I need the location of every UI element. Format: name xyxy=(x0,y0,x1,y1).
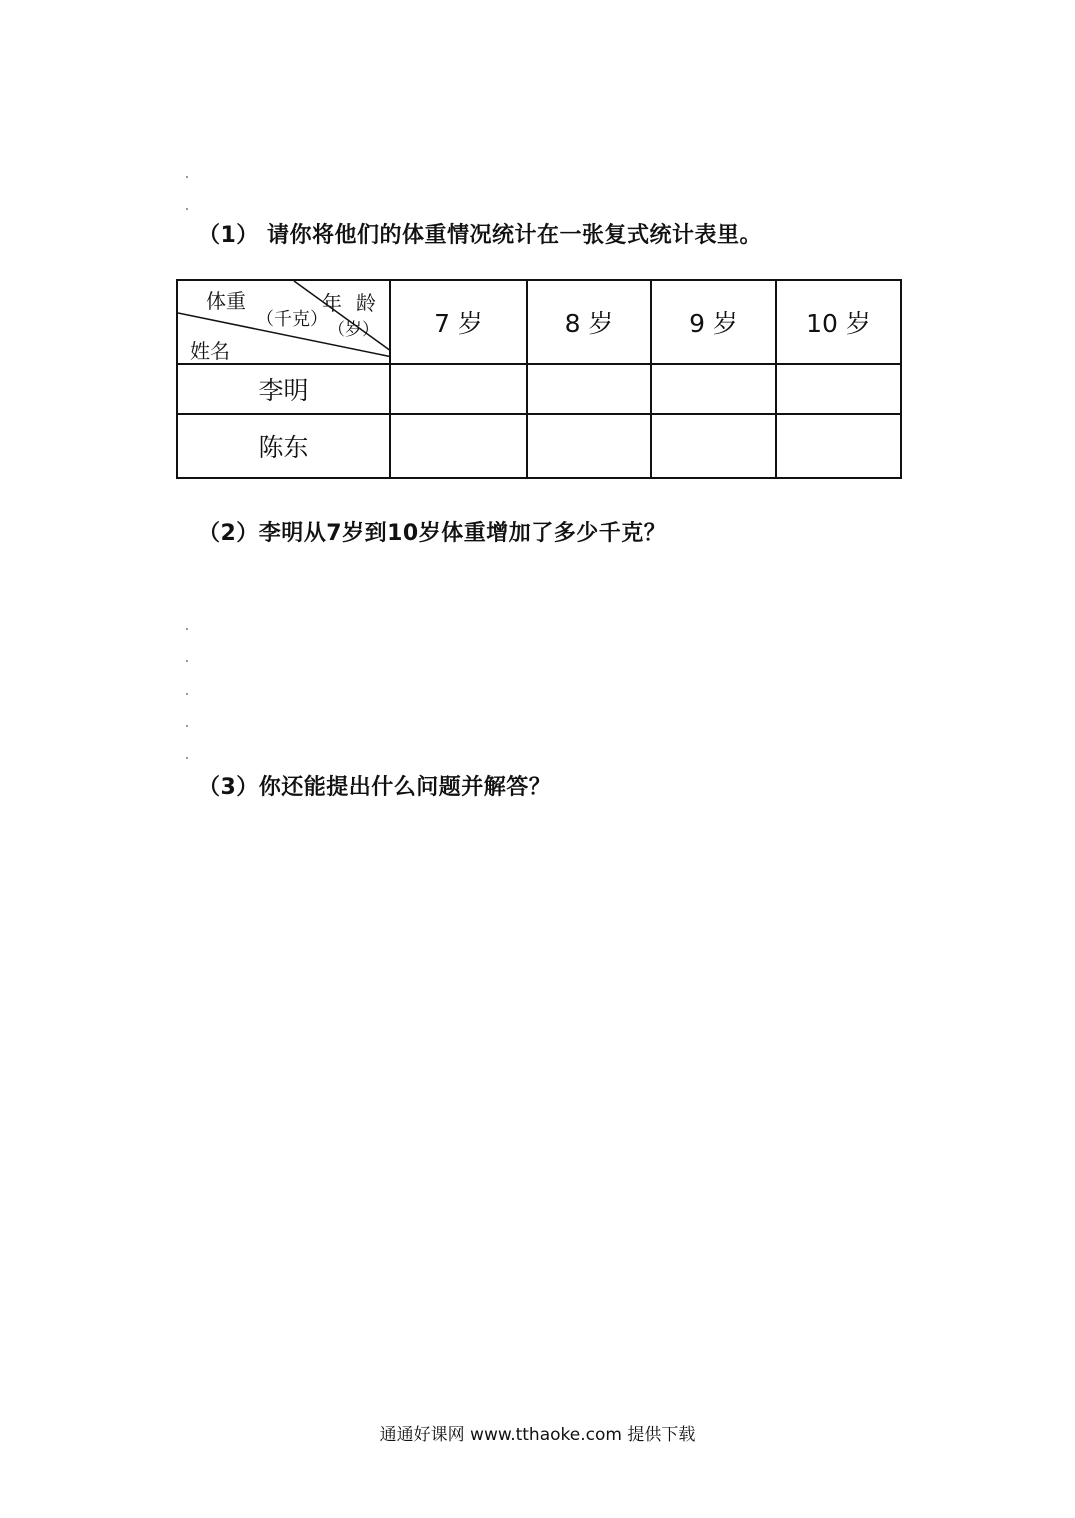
margin-mark xyxy=(186,757,188,759)
data-cell[interactable] xyxy=(527,414,651,478)
data-cell[interactable] xyxy=(390,414,527,478)
column-header: 8 岁 xyxy=(527,280,651,364)
corner-weight-unit: （千克） xyxy=(256,309,328,330)
row-name-cell: 李明 xyxy=(177,364,390,414)
margin-mark xyxy=(186,725,188,727)
margin-mark xyxy=(186,693,188,695)
question-2: （2）李明从7岁到10岁体重增加了多少千克？ xyxy=(198,521,667,546)
row-name-cell: 陈东 xyxy=(177,414,390,478)
margin-mark xyxy=(186,660,188,662)
question-1: （1） 请你将他们的体重情况统计在一张复式统计表里。 xyxy=(198,223,762,248)
data-cell[interactable] xyxy=(527,364,651,414)
margin-mark xyxy=(186,208,188,210)
data-cell[interactable] xyxy=(651,414,776,478)
data-cell[interactable] xyxy=(776,414,901,478)
corner-header-cell xyxy=(177,280,390,364)
margin-mark xyxy=(186,628,188,630)
corner-weight-label: 体重 xyxy=(206,289,246,313)
column-header: 9 岁 xyxy=(651,280,776,364)
corner-name-label: 姓名 xyxy=(190,339,230,363)
table-row xyxy=(177,414,901,478)
margin-mark xyxy=(186,176,188,178)
data-cell[interactable] xyxy=(651,364,776,414)
column-header: 7 岁 xyxy=(390,280,527,364)
table-header-row xyxy=(177,280,901,364)
data-cell[interactable] xyxy=(776,364,901,414)
column-header: 10 岁 xyxy=(776,280,901,364)
footer-credit: 通通好课网 www.tthaoke.com 提供下载 xyxy=(379,1425,696,1445)
stats-table xyxy=(176,279,902,479)
corner-age-unit: （岁） xyxy=(328,320,379,340)
corner-age-label: 年龄 xyxy=(322,291,390,315)
table-row xyxy=(177,364,901,414)
question-3: （3）你还能提出什么问题并解答？ xyxy=(198,775,552,800)
data-cell[interactable] xyxy=(390,364,527,414)
